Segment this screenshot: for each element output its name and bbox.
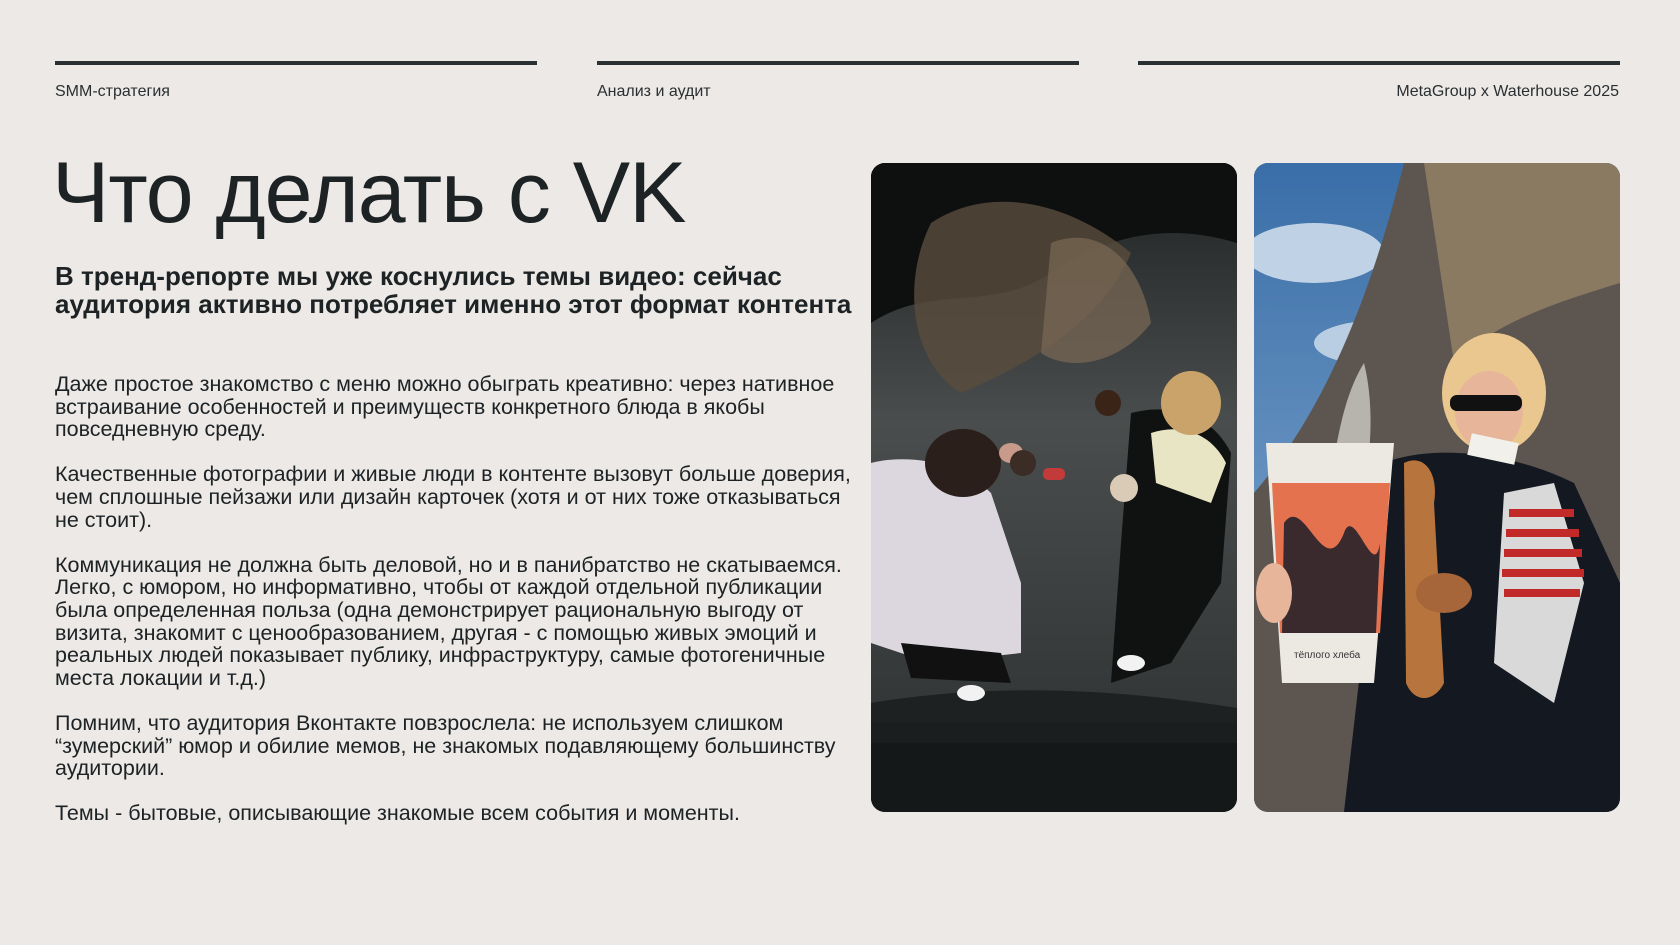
paragraph-topics: Темы - бытовые, описывающие знакомые всем события и моменты. xyxy=(55,801,740,826)
photo-people-with-coffee xyxy=(871,163,1237,812)
body-text xyxy=(55,373,855,847)
paragraph-communication: Коммуникация не должна быть деловой, но и в панибратство не скатываемся. Легко, с юмором, но информативно, чтобы от каждой отдельной публикации была определенная польза (одна демонстрирует рациональную выгоду от визита, знакомит с ценообразованием, другая - с помощью живых эмоций и реальных людей показывает публику, инфраструктуру, самые фотогеничные места локации и т.д.) xyxy=(55,552,842,690)
header-section-label: SMM-стратегия xyxy=(55,83,170,100)
page-title: Что делать с VK xyxy=(52,145,686,241)
cup-label: тёплого хлеба xyxy=(1294,650,1361,661)
header-rule-center xyxy=(597,61,1079,65)
paragraph-menu: Даже простое знакомство с меню можно обыграть креативно: через нативное встраивание особенностей и преимуществ конкретного блюда в якобы повседневную среду. xyxy=(55,372,835,442)
paragraph-photos: Качественные фотографии и живые люди в контенте вызовут больше доверия, чем сплошные пейзажи или дизайн карточек (хотя и от них тоже отказываться не стоит). xyxy=(55,462,851,532)
photo-girl-with-cup xyxy=(1254,163,1620,812)
paragraph-audience: Помним, что аудитория Вконтакте повзрослела: не используем слишком “зумерский” юмор и обилие мемов, не знакомых подавляющему большинству аудитории. xyxy=(55,710,836,781)
header-rule-left xyxy=(55,61,537,65)
header-rule-right xyxy=(1138,61,1620,65)
header-brand-label: MetaGroup x Waterhouse 2025 xyxy=(1396,83,1619,100)
lead-paragraph: В тренд-репорте мы уже коснулись темы видео: сейчас аудитория активно потребляет именно этот формат контента xyxy=(55,261,852,319)
header-topic-label: Анализ и аудит xyxy=(597,83,711,100)
